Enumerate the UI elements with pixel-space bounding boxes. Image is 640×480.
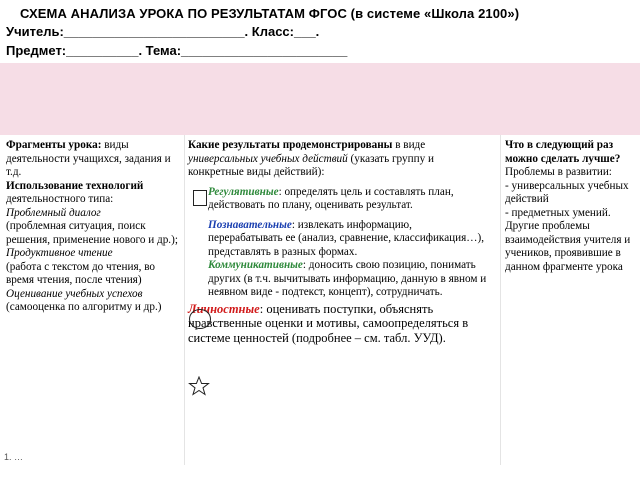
column-divider — [184, 135, 185, 465]
fragments-intro: виды деятельности учащихся, задания и т.д. — [6, 139, 171, 178]
problem-item-uud: - универсальных учебных действий — [505, 179, 629, 205]
problems-label: Проблемы в развитии: — [505, 166, 612, 178]
regulatory-label: Регулятивные — [208, 185, 279, 198]
star-icon — [188, 376, 210, 396]
other-problems: Другие проблемы взаимодействия учителя и учеников, проявившие в данном фрагменте урока — [505, 220, 631, 273]
teacher-class-line: Учитель:_________________________. Класс:___. — [6, 24, 320, 39]
square-icon — [193, 190, 207, 206]
column-improvements — [505, 139, 635, 274]
dialog-label: Проблемный диалог — [6, 206, 101, 219]
communicative-item — [188, 259, 488, 300]
tech-intro: деятельностного типа: — [6, 193, 114, 205]
dialog-desc: (проблемная ситуация, поиск решения, применение нового и др.); — [6, 220, 178, 246]
fragments-paragraph — [6, 139, 182, 180]
assess-label: Оценивание учебных успехов — [6, 287, 143, 300]
personal-item — [188, 302, 488, 346]
cognitive-item — [188, 219, 488, 260]
communicative-text: : доносить свою позицию, понимать других (в т.ч. вычитывать информацию, данную в явном и неявном виде - подтекст, концепт), сотрудничать. — [208, 259, 487, 298]
circle-icon — [189, 309, 211, 329]
page-title: СХЕМА АНАЛИЗА УРОКА ПО РЕЗУЛЬТАТАМ ФГОС (в системе «Школа 2100») — [20, 6, 520, 21]
cognitive-text: : извлекать информацию, перерабатывать ее (анализ, сравнение, классификация…), представлять в разных формах. — [208, 218, 484, 258]
column-divider — [500, 135, 501, 465]
cognitive-label: Познавательные — [208, 218, 292, 231]
personal-text: : оценивать поступки, объяснять нравственные оценки и мотивы, самоопределяться в системе ценностей (подробнее – см. табл. УУД). — [188, 301, 469, 345]
reading-desc: (работа с текстом до чтения, во время чтения, после чтения) — [6, 260, 156, 286]
regulatory-item — [188, 186, 488, 213]
footer-note: 1. … — [4, 452, 24, 462]
uud-label: универсальных учебных действий — [188, 152, 348, 165]
assess-desc: (самооценка по алгоритму и др.) — [6, 301, 162, 313]
header — [0, 0, 640, 72]
communicative-label: Коммуникативные — [208, 259, 303, 271]
results-heading: Какие результаты продемонстрированы — [188, 139, 393, 151]
results-intro-b: (указать группу и конкретные виды действий): — [188, 152, 434, 178]
column-results — [188, 139, 488, 345]
regulatory-text: : определять цель и составлять план, действовать по плану, оценивать результат. — [208, 185, 454, 211]
personal-label: Личностные — [188, 301, 260, 316]
tech-heading: Использование технологий — [6, 179, 144, 192]
pink-band — [0, 63, 640, 135]
problem-item-skills: - предметных умений. — [505, 206, 611, 219]
results-paragraph — [188, 139, 488, 180]
fragments-heading: Фрагменты урока: — [6, 139, 102, 151]
column-lesson-fragments — [6, 139, 182, 315]
improve-heading: Что в следующий раз можно сделать лучше? — [505, 139, 621, 165]
subject-topic-line: Предмет:__________. Тема:_______________________ — [6, 43, 348, 58]
results-intro-a: в виде — [392, 139, 426, 151]
reading-label: Продуктивное чтение — [6, 247, 113, 259]
